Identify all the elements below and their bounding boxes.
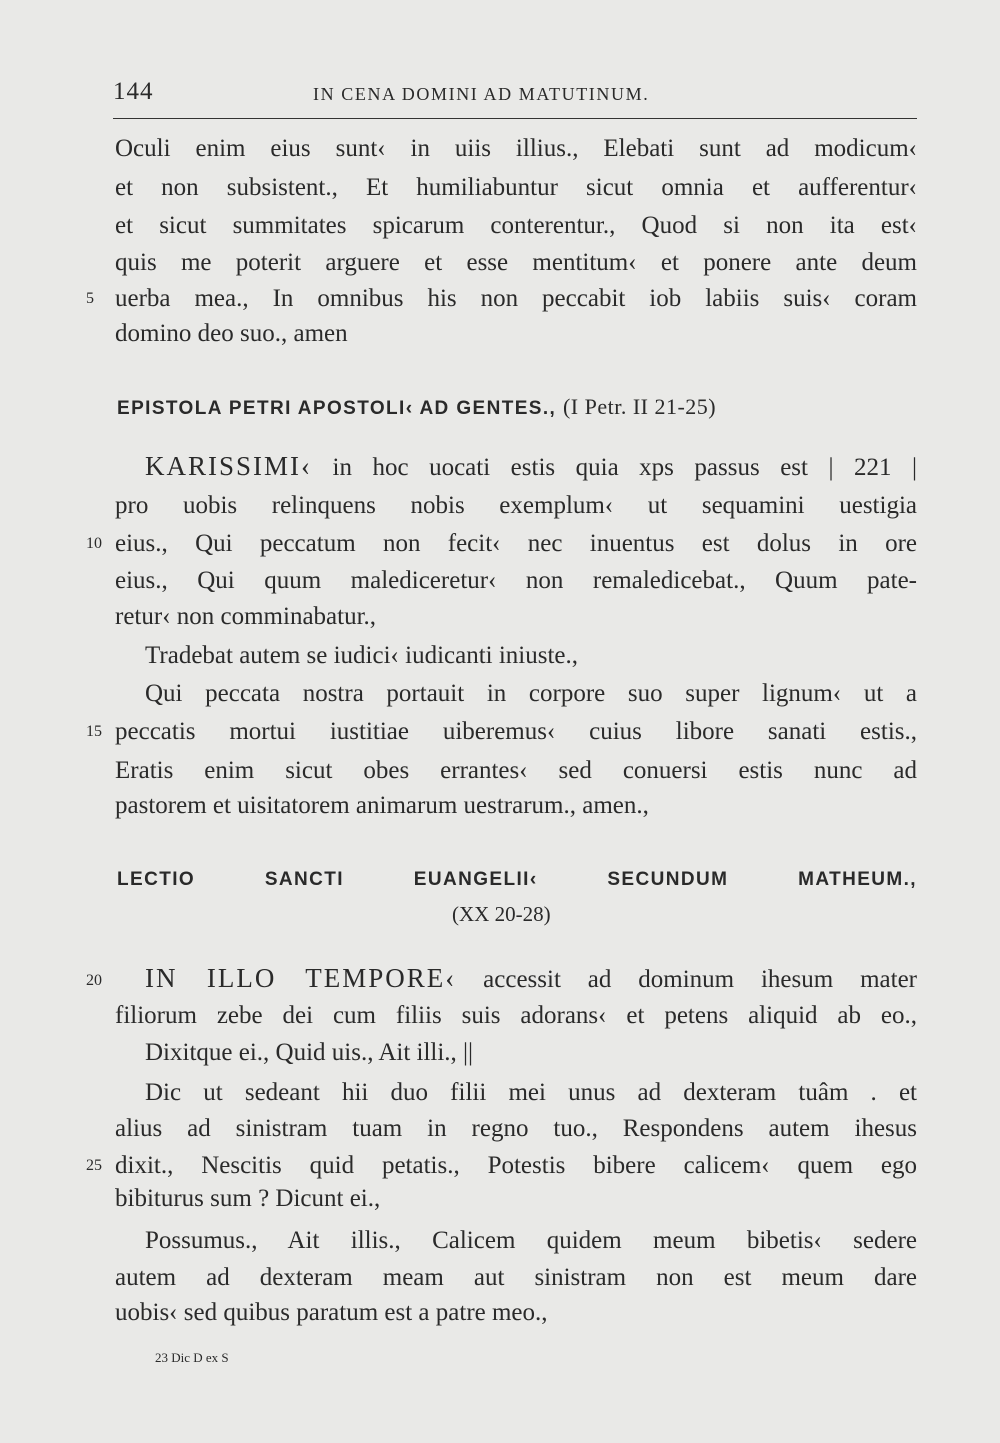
text-line: et sicut summitates spicarum conterentur., Quod si non ita est‹ bbox=[115, 212, 917, 239]
text-line bbox=[145, 962, 917, 996]
text-line: bibiturus sum ? Dicunt ei., bbox=[115, 1185, 381, 1212]
text-line: Possumus., Ait illis., Calicem quidem meum bibetis‹ sedere bbox=[145, 1227, 917, 1254]
text-line: Dixitque ei., Quid uis., Ait illi., || bbox=[145, 1039, 474, 1066]
text-line: dixit., Nescitis quid petatis., Potestis bibere calicem‹ quem ego bbox=[115, 1152, 917, 1179]
text-line: Tradebat autem se iudici‹ iudicanti iniuste., bbox=[145, 642, 579, 669]
epistle-reference: (I Petr. II 21-25) bbox=[562, 394, 717, 419]
running-title: IN CENA DOMINI AD MATUTINUM. bbox=[313, 84, 650, 104]
text-line: Dic ut sedeant hii duo filii mei unus ad dexteram tuâm . et bbox=[145, 1079, 917, 1106]
text-line: quis me poterit arguere et esse mentitum‹ et ponere ante deum bbox=[115, 249, 917, 276]
text-line: domino deo suo., amen bbox=[115, 320, 348, 347]
text-line: peccatis mortui iustitiae uiberemus‹ cuius libore sanati estis., bbox=[115, 718, 917, 745]
first-line-text: in hoc uocati estis quia xps passus est | 221 | bbox=[332, 454, 917, 481]
text-line: pro uobis relinquens nobis exemplum‹ ut sequamini uestigia bbox=[115, 492, 917, 519]
page-number: 144 bbox=[113, 78, 154, 105]
text-line: filiorum zebe dei cum filiis suis adorans‹ et petens aliquid ab eo., bbox=[115, 1002, 917, 1029]
gospel-reference: (XX 20-28) bbox=[452, 902, 551, 926]
text-line: retur‹ non comminabatur., bbox=[115, 603, 377, 630]
initial-words: KARISSIMI‹ bbox=[145, 451, 313, 481]
text-line: Eratis enim sicut obes errantes‹ sed conuersi estis nunc ad bbox=[115, 757, 917, 784]
text-line: uobis‹ sed quibus paratum est a patre meo., bbox=[115, 1299, 548, 1326]
header-rule bbox=[113, 118, 917, 119]
line-number: 15 bbox=[86, 723, 102, 740]
line-number: 25 bbox=[86, 1157, 102, 1174]
epistle-heading bbox=[117, 392, 917, 424]
text-line: autem ad dexteram meam aut sinistram non est meum dare bbox=[115, 1264, 917, 1291]
text-line bbox=[145, 450, 917, 484]
text-line: alius ad sinistram tuam in regno tuo., Respondens autem ihesus bbox=[115, 1115, 917, 1142]
text-line: pastorem et uisitatorem animarum uestrarum., amen., bbox=[115, 792, 649, 819]
epistle-heading-title: EPISTOLA PETRI APOSTOLI‹ AD GENTES., bbox=[117, 398, 557, 419]
line-number: 10 bbox=[86, 535, 102, 552]
text-line: et non subsistent., Et humiliabuntur sicut omnia et aufferentur‹ bbox=[115, 174, 917, 201]
initial-words: IN ILLO TEMPORE‹ bbox=[145, 963, 457, 993]
text-line: eius., Qui quum malediceretur‹ non remaledicebat., Quum pate- bbox=[115, 567, 917, 594]
footnote: 23 Dic D ex S bbox=[155, 1350, 229, 1365]
line-number: 20 bbox=[86, 972, 102, 989]
gospel-heading: LECTIO SANCTI EUANGELII‹ SECUNDUM MATHEUM., bbox=[117, 869, 917, 890]
text-line: Qui peccata nostra portauit in corpore suo super lignum‹ ut a bbox=[145, 680, 917, 707]
running-header bbox=[0, 78, 1000, 110]
line-number: 5 bbox=[86, 290, 94, 307]
first-line-text: accessit ad dominum ihesum mater bbox=[483, 966, 918, 993]
text-line: uerba mea., In omnibus his non peccabit iob labiis suis‹ coram bbox=[115, 285, 917, 312]
text-line: eius., Qui peccatum non fecit‹ nec inuentus est dolus in ore bbox=[115, 530, 917, 557]
text-line: Oculi enim eius sunt‹ in uiis illius., Elebati sunt ad modicum‹ bbox=[115, 135, 917, 162]
